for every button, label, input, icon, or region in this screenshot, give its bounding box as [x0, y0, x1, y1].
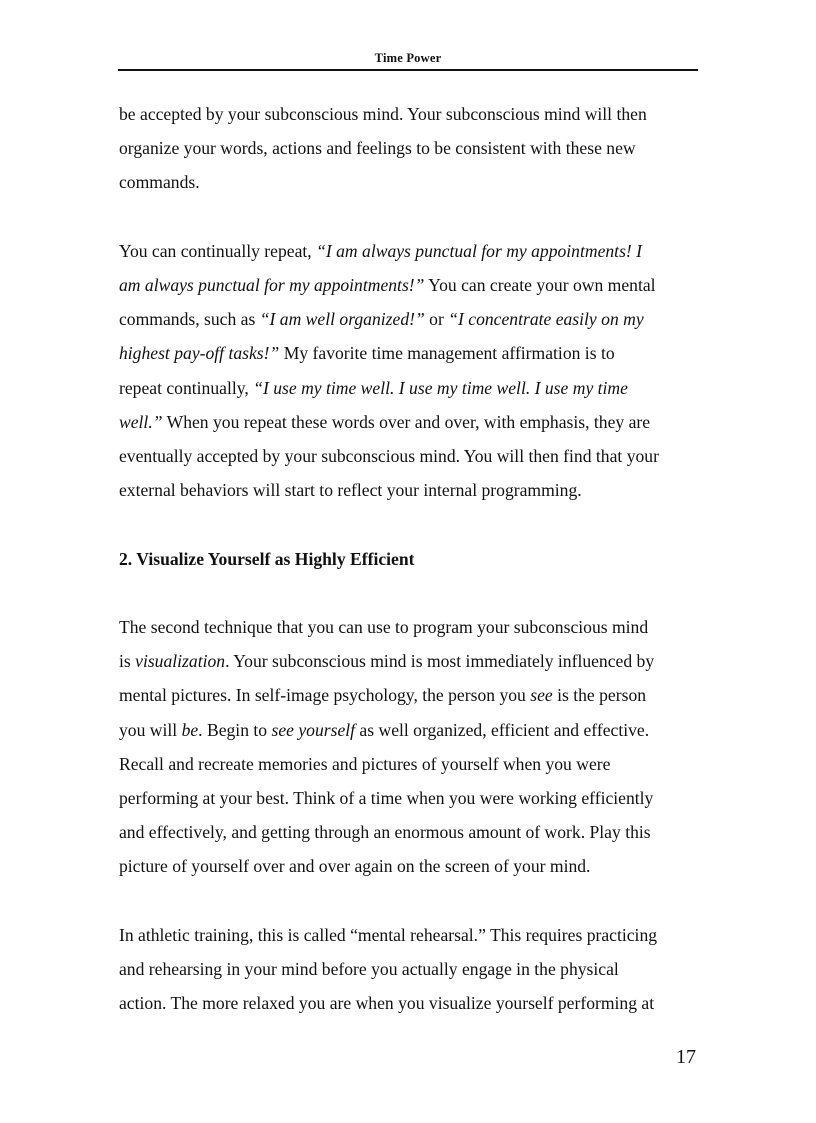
italic-term: see yourself: [271, 719, 356, 740]
italic-term: be: [181, 719, 199, 740]
paragraph-gap: [119, 884, 699, 918]
italic-quote: “I am well organized!”: [259, 309, 425, 330]
text-line: [119, 302, 699, 336]
italic-quote: well.”: [119, 411, 163, 432]
text-line: be accepted by your subconscious mind. Your subconscious mind will then: [119, 104, 647, 124]
text-run: is: [119, 651, 136, 672]
text-line: action. The more relaxed you are when you visualize yourself performing at: [119, 993, 655, 1014]
italic-quote: am always punctual for my appointments!”: [119, 275, 425, 295]
text-line: [119, 268, 699, 302]
italic-quote: “I concentrate easily on my: [448, 309, 644, 330]
page-body: [119, 97, 699, 1020]
text-line: [119, 405, 699, 439]
text-run: as well organized, efficient and effective.: [355, 719, 650, 740]
text-line: In athletic training, this is called “mental rehearsal.” This requires practicing: [119, 924, 658, 945]
text-run: You can create your own mental: [424, 275, 656, 295]
text-run: You can continually repeat,: [119, 240, 317, 261]
text-run: repeat continually,: [119, 377, 254, 398]
text-run: you will: [119, 719, 182, 740]
text-line: [119, 371, 699, 405]
text-run: . Begin to: [198, 719, 272, 740]
text-line: Recall and recreate memories and pictures of yourself when you were: [119, 753, 611, 774]
text-run: mental pictures. In self-image psychology, the person you: [119, 685, 531, 706]
italic-term: see: [530, 685, 553, 706]
paragraph-gap: [119, 576, 699, 610]
text-line: [119, 678, 699, 712]
paragraph-1: [119, 97, 699, 200]
text-line: [119, 234, 699, 268]
section-heading: 2. Visualize Yourself as Highly Efficient: [119, 548, 415, 569]
text-run: is the person: [552, 685, 647, 706]
text-line: [119, 336, 699, 370]
text-line: performing at your best. Think of a time when you were working efficiently: [119, 788, 654, 809]
text-line: The second technique that you can use to program your subconscious mind: [119, 617, 649, 637]
italic-term: visualization: [135, 651, 226, 672]
text-line: [119, 644, 699, 678]
text-run: . Your subconscious mind is most immediately influenced by: [225, 651, 655, 672]
text-run: commands, such as: [119, 309, 260, 330]
italic-quote: “I use my time well. I use my time well. I use my time: [253, 377, 628, 398]
text-line: eventually accepted by your subconscious mind. You will then find that your: [119, 446, 659, 467]
text-run: or: [424, 309, 449, 330]
paragraph-3: [119, 610, 699, 884]
text-line: [119, 713, 699, 747]
paragraph-gap: [119, 507, 699, 541]
text-line: organize your words, actions and feelings to be consistent with these new: [119, 138, 636, 159]
page-number: 17: [676, 1046, 696, 1068]
paragraph-2: [119, 234, 699, 508]
header-rule: [118, 69, 698, 71]
text-line: and rehearsing in your mind before you actually engage in the physical: [119, 959, 619, 980]
paragraph-4: [119, 918, 699, 1021]
text-line: commands.: [119, 172, 200, 193]
text-line: external behaviors will start to reflect your internal programming.: [119, 480, 582, 501]
text-line: and effectively, and getting through an enormous amount of work. Play this: [119, 822, 651, 843]
italic-quote: highest pay-off tasks!”: [119, 343, 280, 364]
text-line: picture of yourself over and over again on the screen of your mind.: [119, 856, 591, 877]
paragraph-gap: [119, 200, 699, 234]
italic-quote: “I am always punctual for my appointments! I: [316, 240, 643, 261]
text-run: My favorite time management affirmation is to: [279, 343, 615, 364]
text-run: When you repeat these words over and over, with emphasis, they are: [162, 411, 651, 432]
running-head-title: Time Power: [374, 51, 442, 65]
